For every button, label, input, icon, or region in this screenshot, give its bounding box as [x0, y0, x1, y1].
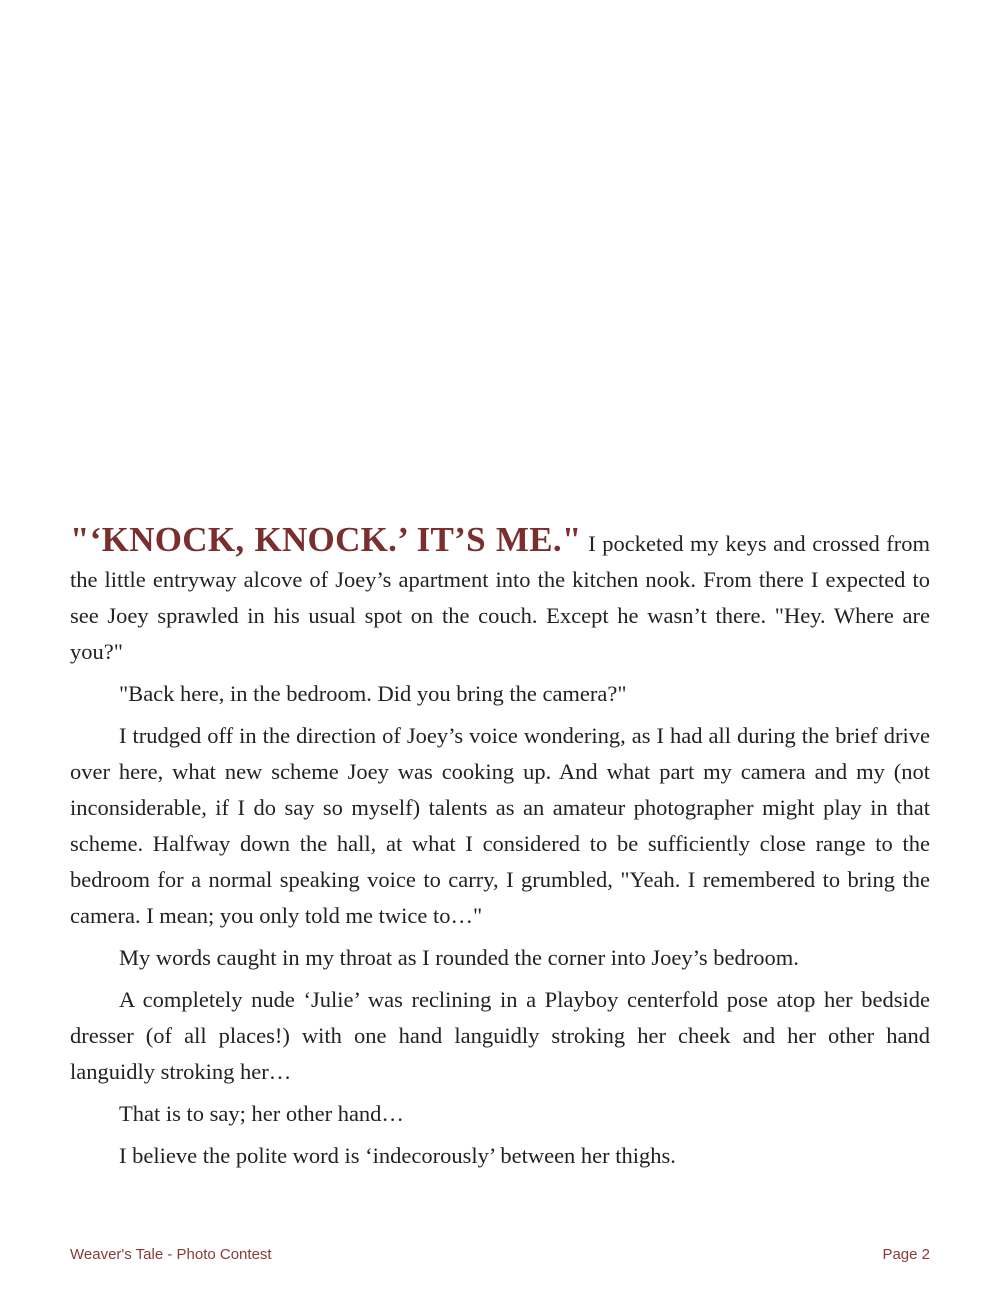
paragraph: That is to say; her other hand… — [119, 1101, 404, 1126]
opening-paragraph — [70, 522, 930, 670]
footer-title: Weaver's Tale - Photo Contest — [70, 1246, 272, 1263]
story-body — [70, 522, 930, 1180]
paragraph: A completely nude ‘Julie’ was reclining in a Playboy centerfold pose atop her bedside dresser (of all places!) with one hand languidly stroking her cheek and her other hand languidly stroking her… — [70, 987, 930, 1084]
paragraph: "Back here, in the bedroom. Did you bring the camera?" — [119, 681, 627, 706]
paragraph: My words caught in my throat as I rounded the corner into Joey’s bedroom. — [119, 945, 799, 970]
paragraph: I believe the polite word is ‘indecorously’ between her thighs. — [119, 1143, 676, 1168]
page-number: Page 2 — [882, 1246, 930, 1263]
paragraph-text: I pocketed my keys and crossed from the little entryway alcove of Joey’s apartment into the kitchen nook. From there I expected to see Joey sprawled in his usual spot on the couch. Except he wasn’t there. "Hey. Where are you?" — [70, 531, 931, 664]
chapter-lead-in: "‘KNOCK, KNOCK.’ IT’S ME." — [70, 520, 582, 559]
paragraph: I trudged off in the direction of Joey’s voice wondering, as I had all during the brief drive over here, what new scheme Joey was cooking up. And what part my camera and my (not inconsiderable, if I do say so myself) talents as an amateur photographer might play in that scheme. Halfway down the hall, at what I considered to be sufficiently close range to the bedroom for a normal speaking voice to carry, I grumbled, "Yeah. I remembered to bring the camera. I mean; you only told me twice to…" — [70, 723, 930, 928]
